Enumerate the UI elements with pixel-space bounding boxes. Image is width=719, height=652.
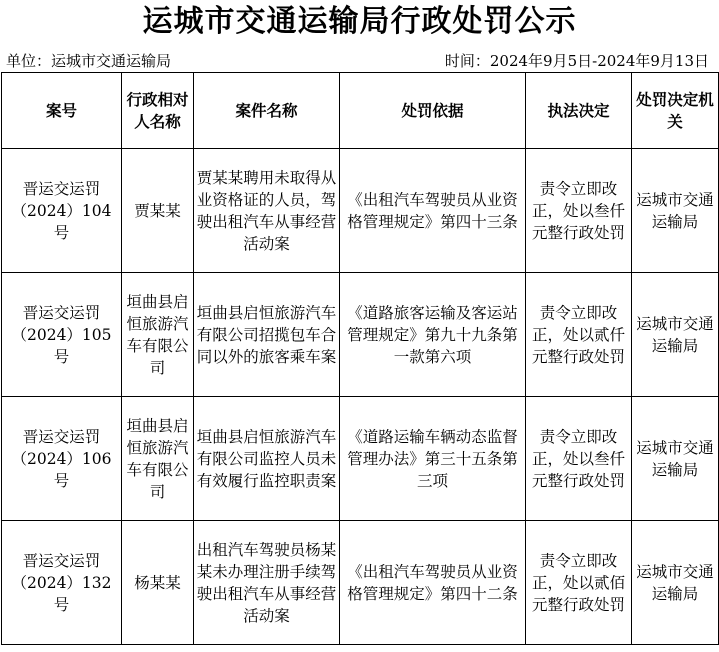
authority-cell: 运城市交通运输局	[632, 521, 719, 645]
decision-cell: 责令立即改正，处以叁仟元整行政处罚	[526, 397, 632, 521]
unit-label: 单位：运城市交通运输局	[6, 52, 172, 70]
case-no-cell: 晋运交运罚（2024）105号	[2, 273, 122, 397]
party-cell: 杨某某	[122, 521, 194, 645]
case-no-cell: 晋运交运罚（2024）104号	[2, 149, 122, 273]
party-cell: 贾某某	[122, 149, 194, 273]
authority-cell: 运城市交通运输局	[632, 397, 719, 521]
case-name-cell: 出租汽车驾驶员杨某某未办理注册手续驾驶出租汽车从事经营活动案	[194, 521, 340, 645]
basis-cell: 《道路运输车辆动态监督管理办法》第三十五条第三项	[340, 397, 526, 521]
decision-cell: 责令立即改正，处以贰仟元整行政处罚	[526, 273, 632, 397]
case-name-cell: 垣曲县启恒旅游汽车有限公司招揽包车合同以外的旅客乘车案	[194, 273, 340, 397]
header-decision: 执法决定	[526, 73, 632, 149]
header-row	[2, 73, 719, 149]
header-authority: 处罚决定机关	[632, 73, 719, 149]
table-row	[2, 397, 719, 521]
penalty-table	[1, 72, 719, 645]
table-row	[2, 521, 719, 645]
basis-cell: 《道路旅客运输及客运站管理规定》第九十九条第一款第六项	[340, 273, 526, 397]
table-row	[2, 273, 719, 397]
time-range: 时间：2024年9月5日-2024年9月13日	[444, 52, 709, 70]
party-cell: 垣曲县启恒旅游汽车有限公司	[122, 397, 194, 521]
table-row	[2, 149, 719, 273]
decision-cell: 责令立即改正，处以贰佰元整行政处罚	[526, 521, 632, 645]
page-title: 运城市交通运输局行政处罚公示	[142, 4, 577, 39]
party-cell: 垣曲县启恒旅游汽车有限公司	[122, 273, 194, 397]
meta-line	[0, 50, 719, 72]
case-no-cell: 晋运交运罚（2024）132号	[2, 521, 122, 645]
header-case-name: 案件名称	[194, 73, 340, 149]
header-party: 行政相对人名称	[122, 73, 194, 149]
header-basis: 处罚依据	[340, 73, 526, 149]
case-no-cell: 晋运交运罚（2024）106号	[2, 397, 122, 521]
case-name-cell: 垣曲县启恒旅游汽车有限公司监控人员未有效履行监控职责案	[194, 397, 340, 521]
basis-cell: 《出租汽车驾驶员从业资格管理规定》第四十二条	[340, 521, 526, 645]
authority-cell: 运城市交通运输局	[632, 149, 719, 273]
decision-cell: 责令立即改正，处以叁仟元整行政处罚	[526, 149, 632, 273]
authority-cell: 运城市交通运输局	[632, 273, 719, 397]
basis-cell: 《出租汽车驾驶员从业资格管理规定》第四十三条	[340, 149, 526, 273]
header-case-no: 案号	[2, 73, 122, 149]
case-name-cell: 贾某某聘用未取得从业资格证的人员，驾驶出租汽车从事经营活动案	[194, 149, 340, 273]
